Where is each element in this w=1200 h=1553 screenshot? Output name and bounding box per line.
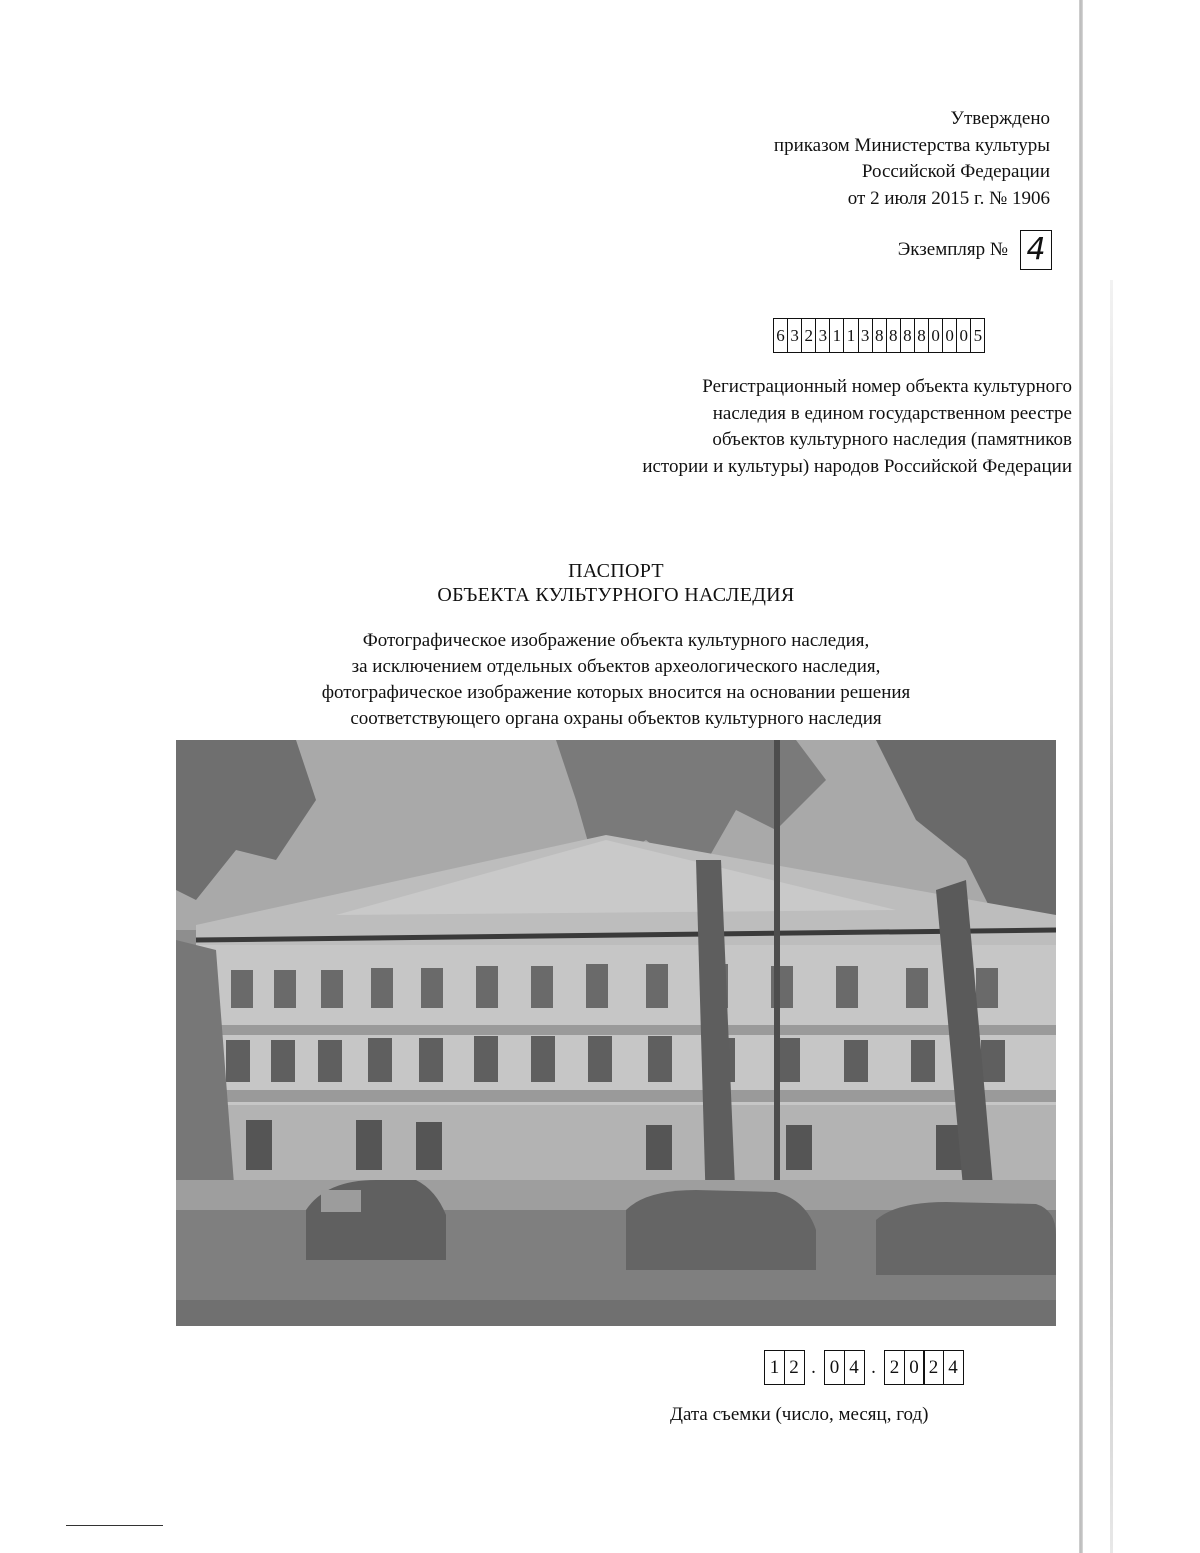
registration-digit: 8 [915,318,929,353]
registration-digit: 1 [830,318,844,353]
date-digit: 4 [844,1350,865,1385]
registration-caption-line: объектов культурного наследия (памятников [712,429,1072,450]
date-digit: 2 [784,1350,805,1385]
date-digit: 1 [764,1350,785,1385]
date-separator: . [871,1356,876,1378]
heritage-building-photo [176,740,1056,1326]
copy-number-box: 4 [1020,230,1052,270]
registration-number-boxes [773,318,985,353]
registration-digit: 2 [802,318,816,353]
approval-block [630,106,1050,212]
registration-digit: 8 [887,318,901,353]
photo-date-boxes [764,1350,962,1385]
date-digit: 0 [904,1350,925,1385]
photo-date-caption: Дата съемки (число, месяц, год) [670,1404,929,1425]
registration-digit: 0 [943,318,957,353]
copy-label: Экземпляр № [897,239,1008,260]
date-separator: . [811,1356,816,1378]
date-digit: 2 [923,1350,944,1385]
registration-digit: 0 [957,318,971,353]
registration-caption [512,374,1072,480]
photo-caption [0,628,1200,732]
footnote-divider [66,1525,163,1526]
date-digit: 2 [884,1350,905,1385]
photo-caption-line: фотографическое изображение которых вносится на основании решения [321,682,911,703]
approval-line: приказом Министерства культуры [773,134,1050,156]
registration-digit: 5 [971,318,985,353]
passport-subtitle: ОБЪЕКТА КУЛЬТУРНОГО НАСЛЕДИЯ [437,584,795,606]
registration-digit: 3 [859,318,873,353]
passport-title: ПАСПОРТ [568,560,664,582]
photo-caption-line: Фотографическое изображение объекта культурного наследия, [362,630,870,651]
registration-caption-line: наследия в едином государственном реестре [712,402,1072,424]
registration-digit: 3 [816,318,830,353]
copy-number-row [898,229,1052,271]
photo-caption-line: соответствующего органа охраны объектов культурного наследия [350,708,882,729]
approval-line: Утверждено [950,108,1050,129]
scan-edge-inner [1110,280,1113,1553]
registration-digit: 8 [873,318,887,353]
registration-digit: 3 [788,318,802,353]
registration-caption-line: истории и культуры) народов Российской Федерации [642,455,1072,477]
registration-caption-line: Регистрационный номер объекта культурного [702,376,1072,397]
registration-digit: 0 [929,318,943,353]
photo-caption-line: за исключением отдельных объектов археологического наследия, [351,656,881,677]
registration-digit: 8 [901,318,915,353]
date-digit: 0 [824,1350,845,1385]
approval-line: Российской Федерации [861,161,1050,182]
scan-edge [1079,0,1083,1553]
registration-digit: 1 [844,318,858,353]
date-digit: 4 [943,1350,964,1385]
registration-digit: 6 [774,318,788,353]
approval-line: от 2 июля 2015 г. № 1906 [847,187,1050,209]
